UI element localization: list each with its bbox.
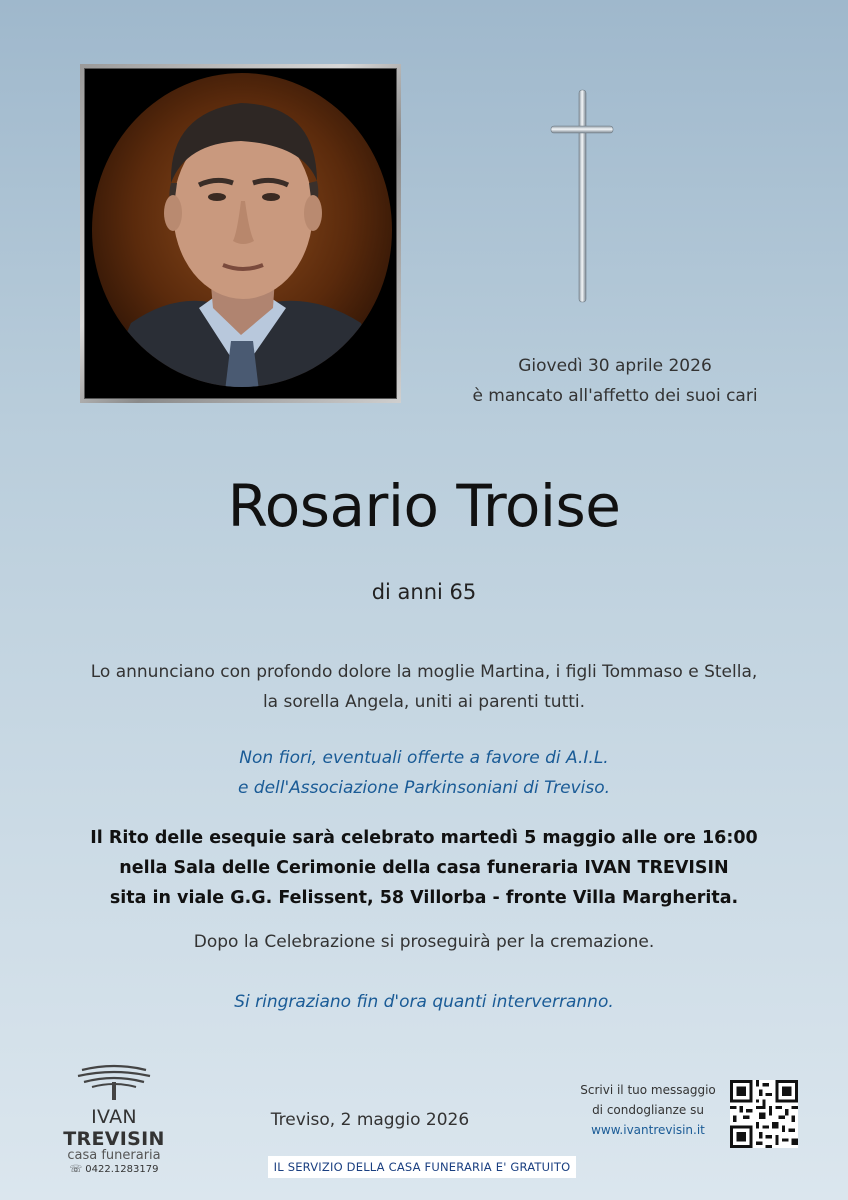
- logo-last-name: TREVISIN: [63, 1128, 165, 1150]
- qr-code-icon[interactable]: [730, 1080, 798, 1148]
- funeral-home-logo: [44, 1060, 184, 1175]
- thanks-line: Si ringraziano fin d'ora quanti interverranno.: [234, 992, 614, 1012]
- passed-away-line: è mancato all'affetto dei suoi cari: [472, 386, 758, 406]
- cremation-line: Dopo la Celebrazione si proseguirà per la cremazione.: [193, 932, 655, 952]
- free-service-banner: IL SERVIZIO DELLA CASA FUNERARIA E' GRATUITO: [268, 1156, 576, 1178]
- place-and-date: Treviso, 2 maggio 2026: [270, 1110, 470, 1130]
- funeral-rite-line-3: sita in viale G.G. Felissent, 58 Villorba - fronte Villa Margherita.: [109, 888, 739, 908]
- condolence-line-2: di condoglianze su: [592, 1103, 704, 1117]
- portrait-background: [84, 68, 397, 399]
- phone-icon: ☏: [69, 1164, 83, 1175]
- website-link[interactable]: www.ivantrevisin.it: [591, 1123, 705, 1137]
- cross-icon: [548, 88, 616, 306]
- portrait-frame: [80, 64, 401, 403]
- deceased-age: di anni 65: [371, 580, 477, 604]
- phone-line: [44, 1164, 184, 1175]
- phone-number: 0422.1283179: [85, 1164, 159, 1175]
- donation-line-1: Non fiori, eventuali offerte a favore di A.I.L.: [239, 748, 609, 768]
- portrait-photo: [91, 73, 393, 391]
- announcement-line-1: Lo annunciano con profondo dolore la moglie Martina, i figli Tommaso e Stella,: [90, 662, 758, 682]
- donation-line-2: e dell'Associazione Parkinsoniani di Treviso.: [237, 778, 611, 798]
- death-date-line: Giovedì 30 aprile 2026: [518, 356, 712, 376]
- deceased-name: Rosario Troise: [227, 472, 621, 540]
- logo-name: [44, 1106, 184, 1150]
- logo-subtitle: casa funeraria: [67, 1148, 161, 1163]
- tree-logo-icon: [74, 1060, 154, 1100]
- condolence-block: [566, 1080, 730, 1140]
- funeral-rite-line-1: Il Rito delle esequie sarà celebrato martedì 5 maggio alle ore 16:00: [90, 828, 758, 848]
- condolence-line-1: Scrivi il tuo messaggio: [580, 1083, 716, 1097]
- logo-first-name: IVAN: [91, 1106, 137, 1128]
- announcement-line-2: la sorella Angela, uniti ai parenti tutti.: [262, 692, 586, 712]
- funeral-rite-line-2: nella Sala delle Cerimonie della casa funeraria IVAN TREVISIN: [119, 858, 729, 878]
